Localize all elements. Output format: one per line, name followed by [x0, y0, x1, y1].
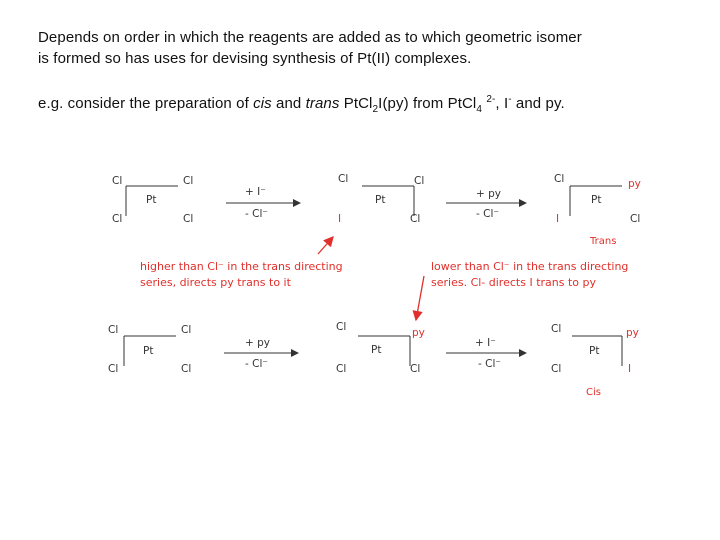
ligand-cl: Cl [554, 173, 565, 185]
ligand-cl: Cl [551, 323, 562, 335]
example-prefix: e.g. consider the preparation of [38, 95, 254, 112]
note-right-line-1: lower than Cl⁻ in the trans directing [431, 260, 629, 273]
arrow-reagent-top: + I⁻ [245, 186, 266, 198]
charge-superscript: 2- [486, 94, 496, 105]
minus-superscript: - [508, 94, 512, 105]
complex-ptcl4-row2 [108, 324, 191, 375]
note-right [431, 259, 628, 291]
ligand-cl: Cl [410, 213, 421, 225]
ligand-i: I [628, 363, 632, 375]
note-left-line-2: series, directs py trans to it [140, 276, 291, 289]
subscript-2: 2 [372, 104, 379, 115]
ligand-py: py [628, 178, 641, 190]
pt-center: Pt [589, 345, 600, 357]
ligand-i: I [556, 213, 560, 225]
ligand-cl: Cl [551, 363, 562, 375]
ligand-cl: Cl [183, 175, 194, 187]
tail-part-b: and py. [511, 95, 565, 112]
complex-trans-product [554, 173, 641, 225]
ligand-cl: Cl [630, 213, 641, 225]
intro-line-1: Depends on order in which the reagents are added as to which geometric isomer [38, 29, 582, 46]
ligand-cl: Cl [181, 324, 192, 336]
note-left [140, 259, 343, 291]
ligand-cl: Cl [112, 213, 123, 225]
arrow-reagent-bottom: - Cl⁻ [476, 208, 499, 220]
ligand-cl: Cl [108, 363, 119, 375]
ligand-cl: Cl [338, 173, 349, 185]
arrow-reagent-bottom: - Cl⁻ [245, 358, 268, 370]
subscript-4: 4 [476, 104, 483, 115]
complex-ptcl3i-row1 [338, 173, 424, 225]
complex-ptcl4-row1 [112, 175, 193, 225]
formula-part-a: PtCl [339, 95, 373, 112]
ligand-cl: Cl [183, 213, 194, 225]
pt-center: Pt [143, 345, 154, 357]
ligand-cl: Cl [414, 175, 425, 187]
note-right-line-2: series. Cl- directs I trans to py [431, 276, 596, 289]
complex-cis-product [551, 323, 639, 375]
note-left-line-1: higher than Cl⁻ in the trans directing [140, 260, 343, 273]
intro-line-2: is formed so has uses for devising synthesis of Pt(II) complexes. [38, 50, 472, 67]
ligand-py: py [412, 327, 425, 339]
ligand-cl: Cl [336, 363, 347, 375]
arrow-reagent-bottom: - Cl⁻ [478, 358, 501, 370]
ligand-cl: Cl [112, 175, 123, 187]
arrow-reagent-top: + py [476, 188, 502, 200]
ligand-i: I [338, 213, 342, 225]
arrow-reagent-top: + py [245, 337, 271, 349]
arrow-reagent-bottom: - Cl⁻ [245, 208, 268, 220]
ligand-cl: Cl [410, 363, 421, 375]
ligand-cl: Cl [181, 363, 192, 375]
pt-center: Pt [371, 344, 382, 356]
and-word: and [271, 95, 306, 112]
cis-label: Cis [586, 387, 601, 398]
cis-word: cis [253, 95, 272, 112]
trans-word: trans [305, 95, 340, 112]
pt-center: Pt [375, 194, 386, 206]
ligand-cl: Cl [336, 321, 347, 333]
pointer-arrow-right [416, 276, 424, 320]
pt-center: Pt [146, 194, 157, 206]
arrow-reagent-top: + I⁻ [475, 337, 496, 349]
ligand-py: py [626, 327, 639, 339]
pointer-arrow-left [318, 237, 333, 254]
formula-part-b: I(py) from PtCl [378, 95, 477, 112]
complex-ptcl3py-row2 [336, 321, 425, 375]
tail-part-a: , I [495, 95, 509, 112]
trans-label: Trans [590, 236, 617, 247]
ligand-cl: Cl [108, 324, 119, 336]
pt-center: Pt [591, 194, 602, 206]
